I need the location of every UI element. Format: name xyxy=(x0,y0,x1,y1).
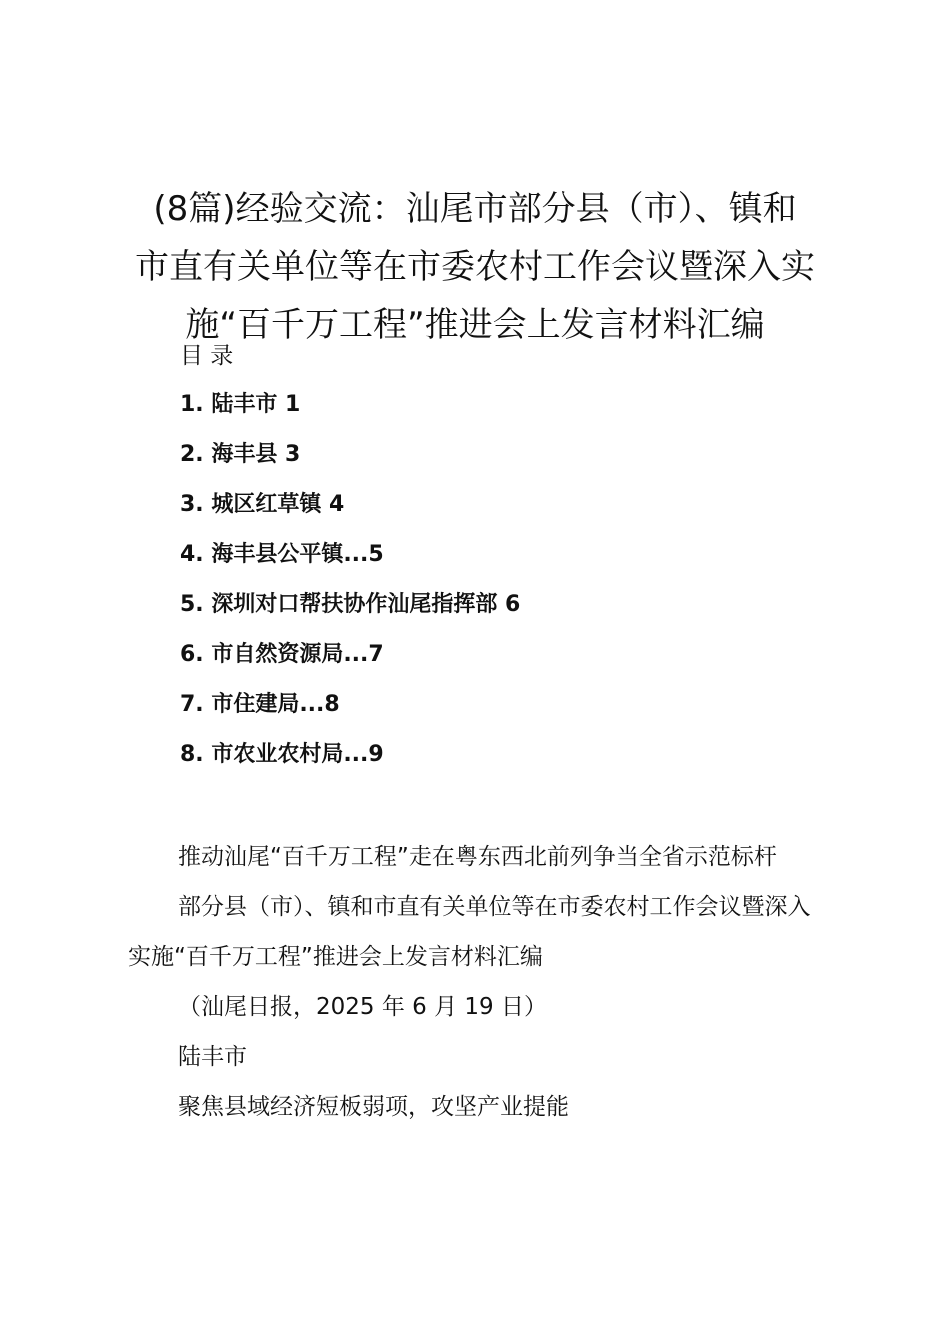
title-line: 施“百千万工程”推进会上发言材料汇编 xyxy=(185,305,765,345)
document-title xyxy=(110,180,840,354)
source-line: （汕尾日报，2025 年 6 月 19 日） xyxy=(178,994,547,1020)
toc-heading: 目 录 xyxy=(180,343,234,369)
section-heading: 推动汕尾“百千万工程”走在粤东西北前列争当全省示范标杆 xyxy=(178,844,777,870)
table-of-contents xyxy=(180,385,520,785)
toc-item[interactable]: 6. 市自然资源局...7 xyxy=(180,642,384,667)
title-line: (8篇)经验交流：汕尾市部分县（市）、镇和 xyxy=(153,189,797,229)
toc-item[interactable]: 7. 市住建局...8 xyxy=(180,692,340,717)
speaker-name: 陆丰市 xyxy=(178,1044,247,1070)
toc-item[interactable]: 5. 深圳对口帮扶协作汕尾指挥部 6 xyxy=(180,592,521,617)
speech-heading: 聚焦县域经济短板弱项，攻坚产业提能 xyxy=(178,1094,569,1120)
toc-item[interactable]: 8. 市农业农村局...9 xyxy=(180,742,384,767)
body-text xyxy=(128,832,833,1132)
title-line: 市直有关单位等在市委农村工作会议暨深入实 xyxy=(135,247,815,287)
toc-item[interactable]: 4. 海丰县公平镇...5 xyxy=(180,542,384,567)
subtitle-paragraph: 部分县（市）、镇和市直有关单位等在市委农村工作会议暨深入实施“百千万工程”推进会上发言材料汇编 xyxy=(128,894,811,970)
toc-item[interactable]: 3. 城区红草镇 4 xyxy=(180,492,345,517)
toc-item[interactable]: 2. 海丰县 3 xyxy=(180,442,301,467)
toc-item[interactable]: 1. 陆丰市 1 xyxy=(180,392,301,417)
